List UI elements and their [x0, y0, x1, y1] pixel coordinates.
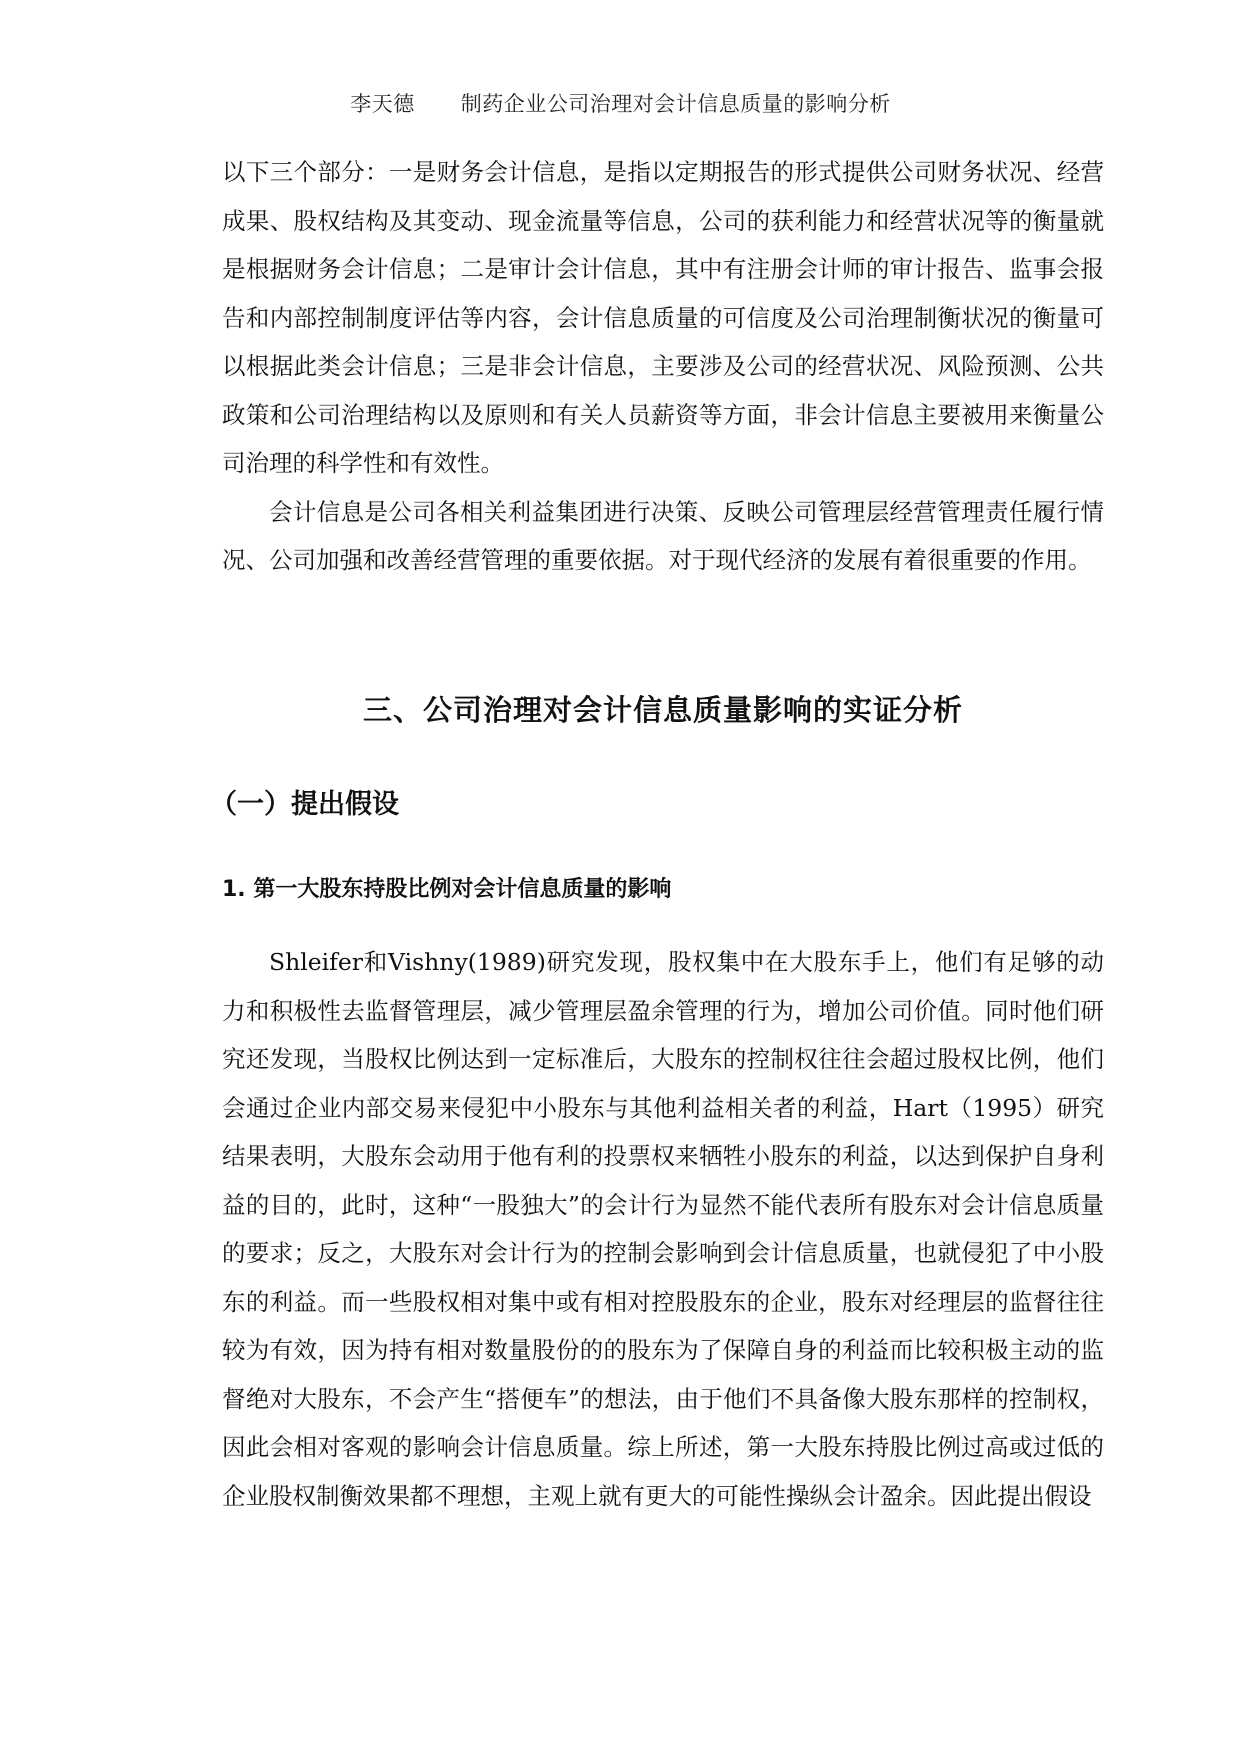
body-paragraph: Shleifer和Vishny(1989)研究发现，股权集中在大股东手上，他们有足够的动力和积极性去监督管理层，减少管理层盈余管理的行为，增加公司价值。同时他们研究还发现，当股权比例达到一定标准后，大股东的控制权往往会超过股权比例，他们会通过企业内部交易来侵犯中小股东与其他利益相关者的利益，Hart（1995）研究结果表明，大股东会动用于他有利的投票权来牺牲小股东的利益，以达到保护自身利益的目的，此时，这种“一股独大”的会计行为显然不能代表所有股东对会计信息质量的要求；反之，大股东对会计行为的控制会影响到会计信息质量，也就侵犯了中小股东的利益。而一些股权相对集中或有相对控股股东的企业，股东对经理层的监督往往较为有效，因为持有相对数量股份的的股东为了保障自身的利益而比较积极主动的监督绝对大股东，不会产生“搭便车”的想法，由于他们不具备像大股东那样的控制权，因此会相对客观的影响会计信息质量。综上所述，第一大股东持股比例过高或过低的企业股权制衡效果都不理想，主观上就有更大的可能性操纵会计盈余。因此提出假设	[222, 948, 1104, 1510]
subsection-heading: （一）提出假设	[210, 789, 399, 820]
subsubsection-heading: 1. 第一大股东持股比例对会计信息质量的影响	[222, 877, 672, 902]
intro-paragraph-2: 会计信息是公司各相关利益集团进行决策、反映公司管理层经营管理责任履行情况、公司加强和改善经营管理的重要依据。对于现代经济的发展有着很重要的作用。	[222, 497, 1104, 574]
intro-paragraph-1: 以下三个部分：一是财务会计信息，是指以定期报告的形式提供公司财务状况、经营成果、股权结构及其变动、现金流量等信息，公司的获利能力和经营状况等的衡量就是根据财务会计信息；二是审计会计信息，其中有注册会计师的审计报告、监事会报告和内部控制制度评估等内容，会计信息质量的可信度及公司治理制衡状况的衡量可以根据此类会计信息；三是非会计信息，主要涉及公司的经营状况、风险预测、公共政策和公司治理结构以及原则和有关人员薪资等方面，非会计信息主要被用来衡量公司治理的科学性和有效性。	[222, 158, 1104, 477]
header-title: 制药企业公司治理对会计信息质量的影响分析	[460, 92, 891, 116]
intro-block	[222, 148, 1104, 585]
body-block	[222, 938, 1104, 1520]
running-header	[0, 88, 1241, 118]
header-author: 李天德	[350, 92, 415, 116]
section-heading: 三、公司治理对会计信息质量影响的实证分析	[362, 693, 963, 727]
